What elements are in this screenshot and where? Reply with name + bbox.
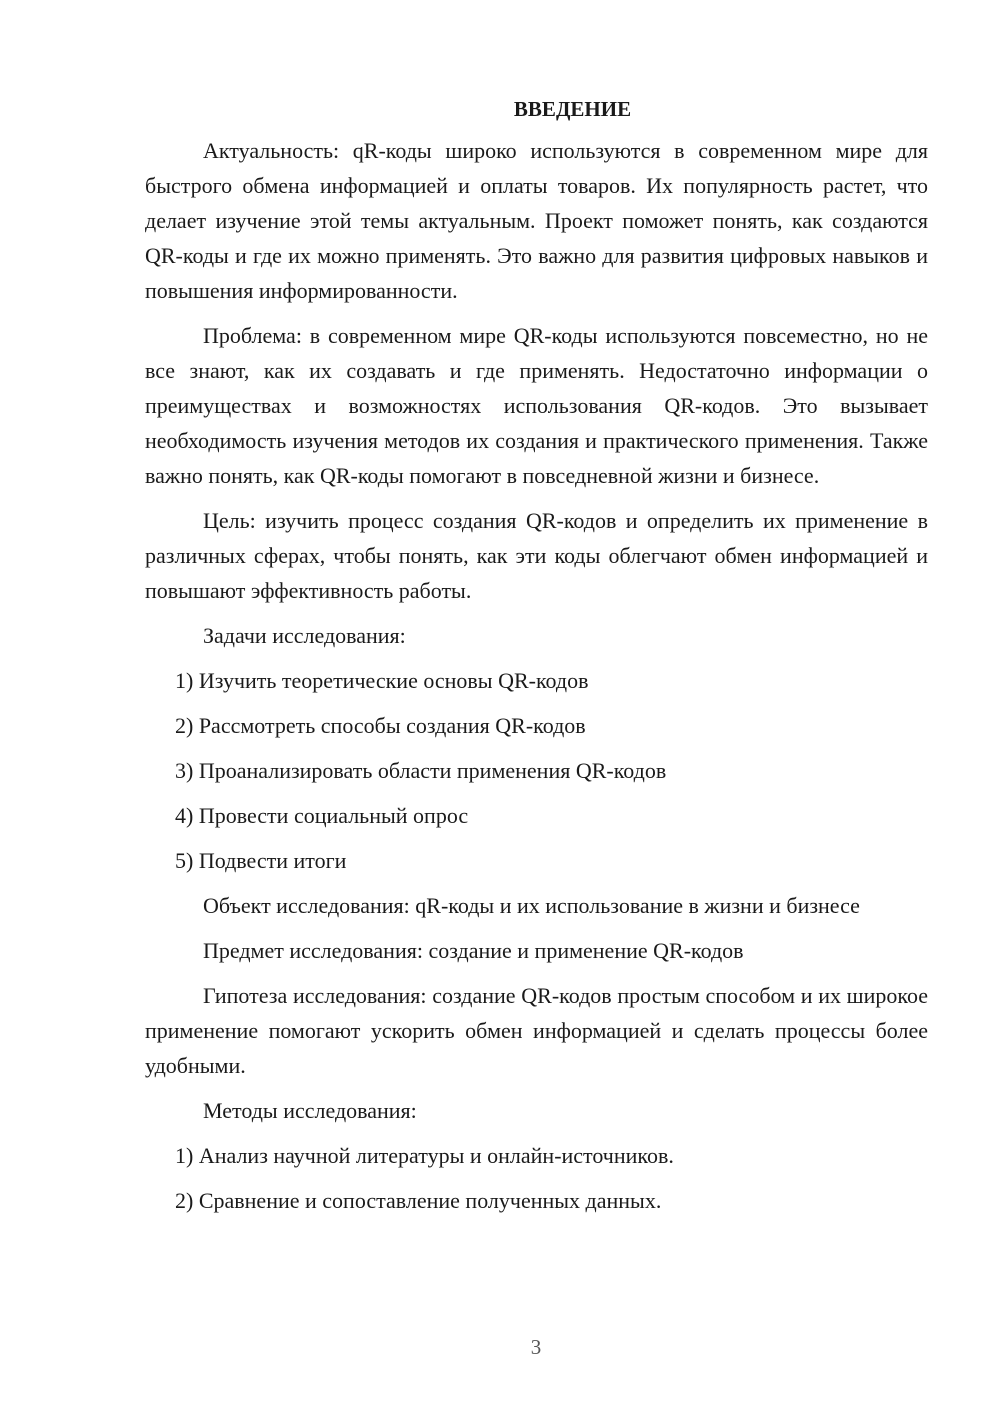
page-number: 3 (530, 1335, 542, 1359)
methods-label: Методы исследования: (203, 1098, 417, 1123)
section-title: ВВЕДЕНИЕ (513, 97, 632, 121)
hypothesis-paragraph: Гипотеза исследования: создание QR-кодов простым способом и их широкое применение помогают ускорить обмен информацией и сделать процессы более удобными. (145, 983, 928, 1078)
list-item: 1) Анализ научной литературы и онлайн-источников. (175, 1143, 674, 1168)
list-item: 3) Проанализировать области применения QR-кодов (175, 758, 667, 783)
list-item: 5) Подвести итоги (175, 848, 347, 873)
tasks-list (145, 663, 928, 878)
goal-paragraph: Цель: изучить процесс создания QR-кодов и определить их применение в различных сферах, чтобы понять, как эти коды облегчают обмен информацией и повышают эффективность работы. (145, 508, 928, 603)
tasks-label: Задачи исследования: (203, 623, 406, 648)
problem-paragraph: Проблема: в современном мире QR-коды используются повсеместно, но не все знают, как их создавать и где применять. Недостаточно информации о преимуществах и возможностях использования QR-кодов. Это вызывает необходимость изучения методов их создания и практического применения. Также важно понять, как QR-коды помогают в повседневной жизни и бизнесе. (145, 323, 928, 488)
list-item: 2) Сравнение и сопоставление полученных данных. (175, 1188, 662, 1213)
object-paragraph: Объект исследования: qR-коды и их использование в жизни и бизнесе (203, 893, 860, 918)
document-page (145, 92, 928, 1228)
subject-paragraph: Предмет исследования: создание и применение QR-кодов (203, 938, 744, 963)
list-item: 2) Рассмотреть способы создания QR-кодов (175, 713, 586, 738)
list-item: 1) Изучить теоретические основы QR-кодов (175, 668, 589, 693)
methods-list (145, 1138, 928, 1218)
relevance-paragraph: Актуальность: qR-коды широко используются в современном мире для быстрого обмена информацией и оплаты товаров. Их популярность растет, что делает изучение этой темы актуальным. Проект поможет понять, как создаются QR-коды и где их можно применять. Это важно для развития цифровых навыков и повышения информированности. (145, 138, 928, 303)
list-item: 4) Провести социальный опрос (175, 803, 469, 828)
